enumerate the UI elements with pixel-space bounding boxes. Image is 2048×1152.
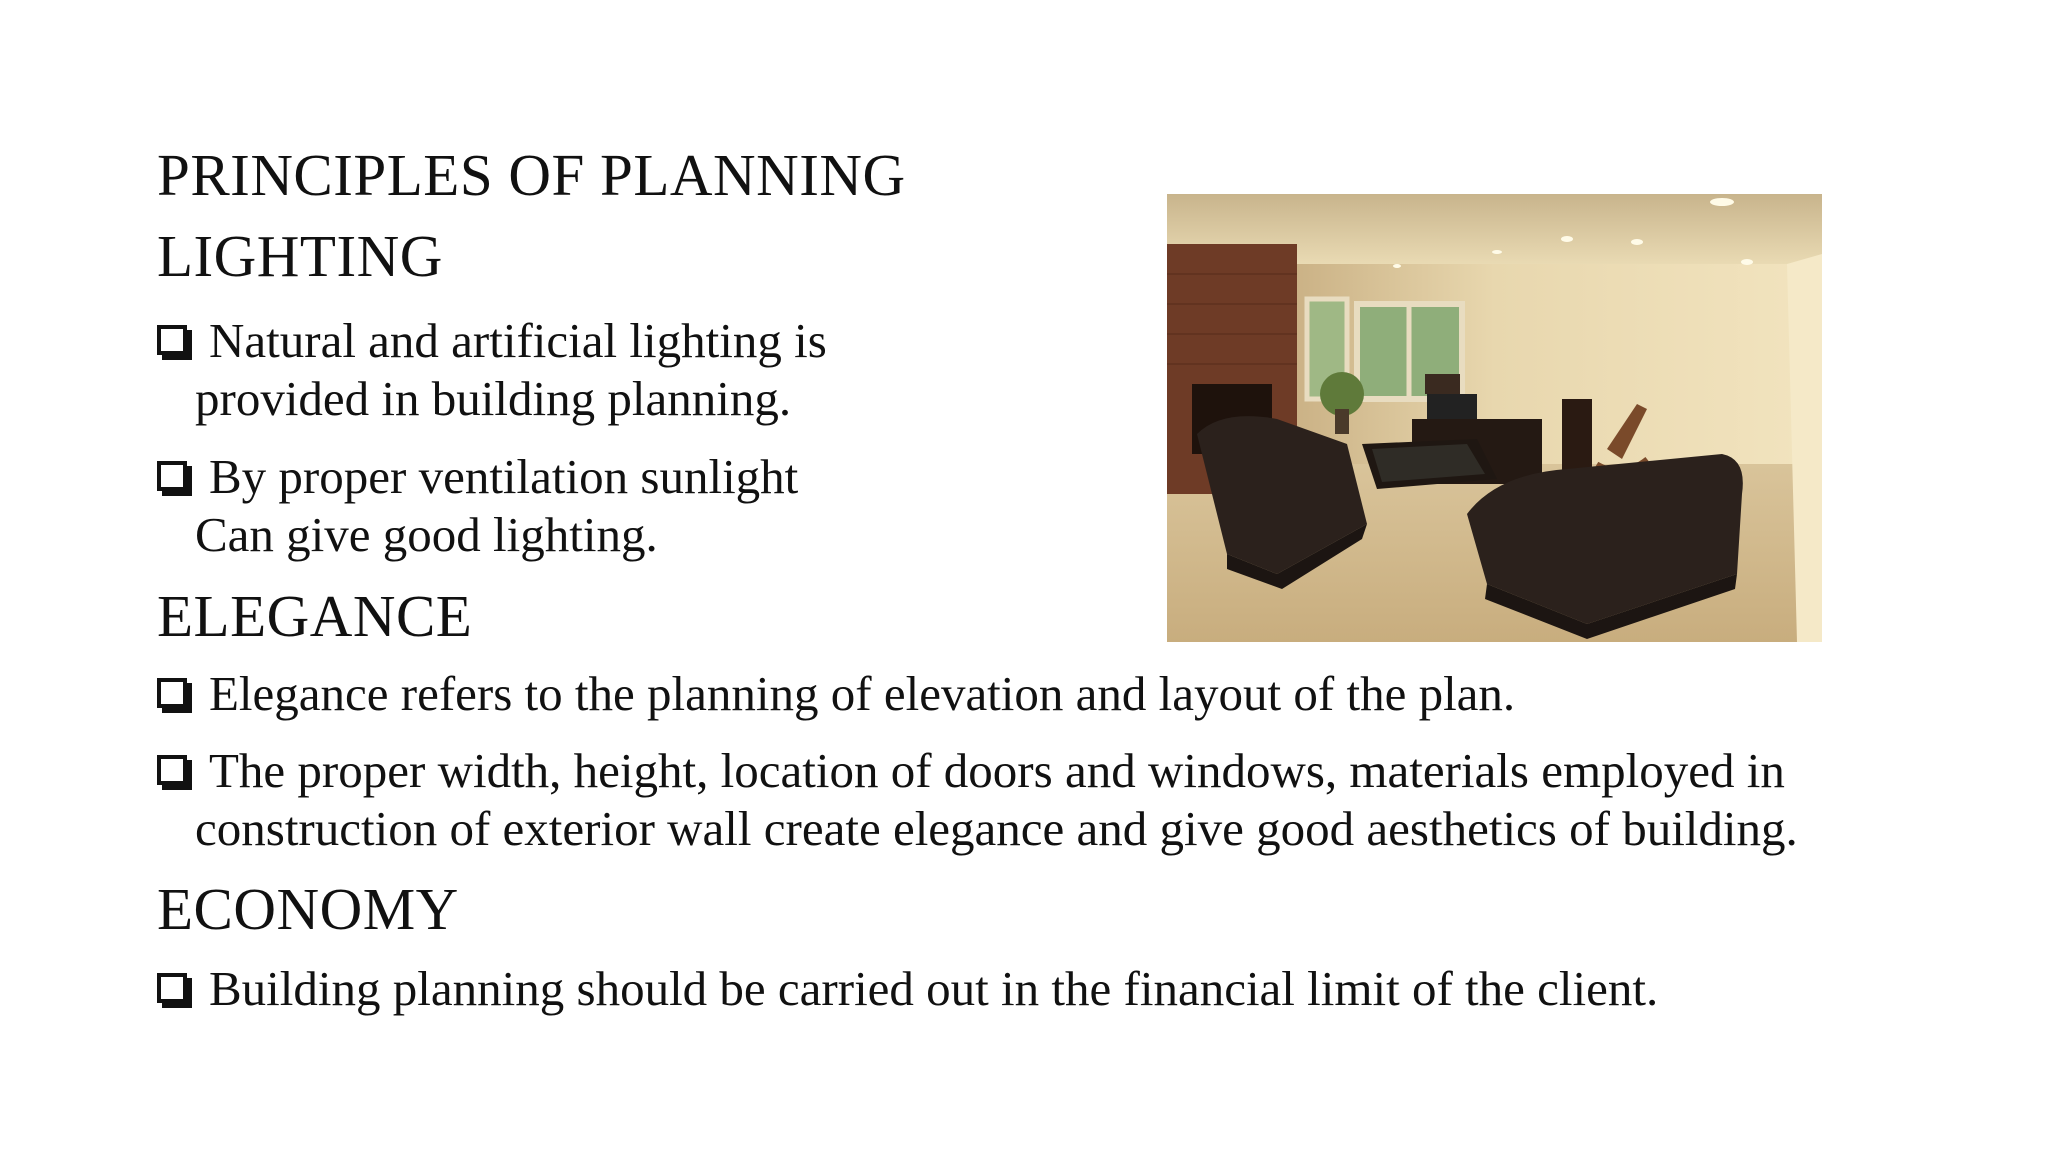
hollow-square-bullet-icon — [157, 325, 187, 355]
bullet-text: Building planning should be carried out in the financial limit of the client. — [209, 961, 1659, 1016]
section-heading-elegance: ELEGANCE — [157, 583, 473, 649]
bullet-elegance-2 — [157, 742, 1798, 858]
bullet-lighting-2 — [157, 448, 798, 564]
bullet-text-continued: provided in building planning. — [195, 371, 792, 426]
hollow-square-bullet-icon — [157, 678, 187, 708]
bullet-text-continued: construction of exterior wall create elegance and give good aesthetics of building. — [195, 801, 1798, 856]
slide-title: PRINCIPLES OF PLANNING — [157, 142, 906, 208]
section-heading-economy: ECONOMY — [157, 876, 459, 942]
bullet-text: The proper width, height, location of doors and windows, materials employed in — [209, 743, 1785, 798]
hollow-square-bullet-icon — [157, 755, 187, 785]
bullet-text-continued: Can give good lighting. — [195, 507, 658, 562]
hollow-square-bullet-icon — [157, 461, 187, 491]
bullet-economy-1 — [157, 960, 1658, 1018]
bullet-text: Natural and artificial lighting is — [209, 313, 827, 368]
living-room-illustration — [1167, 194, 1822, 642]
hollow-square-bullet-icon — [157, 973, 187, 1003]
living-room-photo — [1167, 194, 1822, 642]
bullet-lighting-1 — [157, 312, 827, 428]
bullet-text: Elegance refers to the planning of elevation and layout of the plan. — [209, 666, 1516, 721]
bullet-elegance-1 — [157, 665, 1515, 723]
bullet-text: By proper ventilation sunlight — [209, 449, 799, 504]
section-heading-lighting: LIGHTING — [157, 223, 443, 289]
